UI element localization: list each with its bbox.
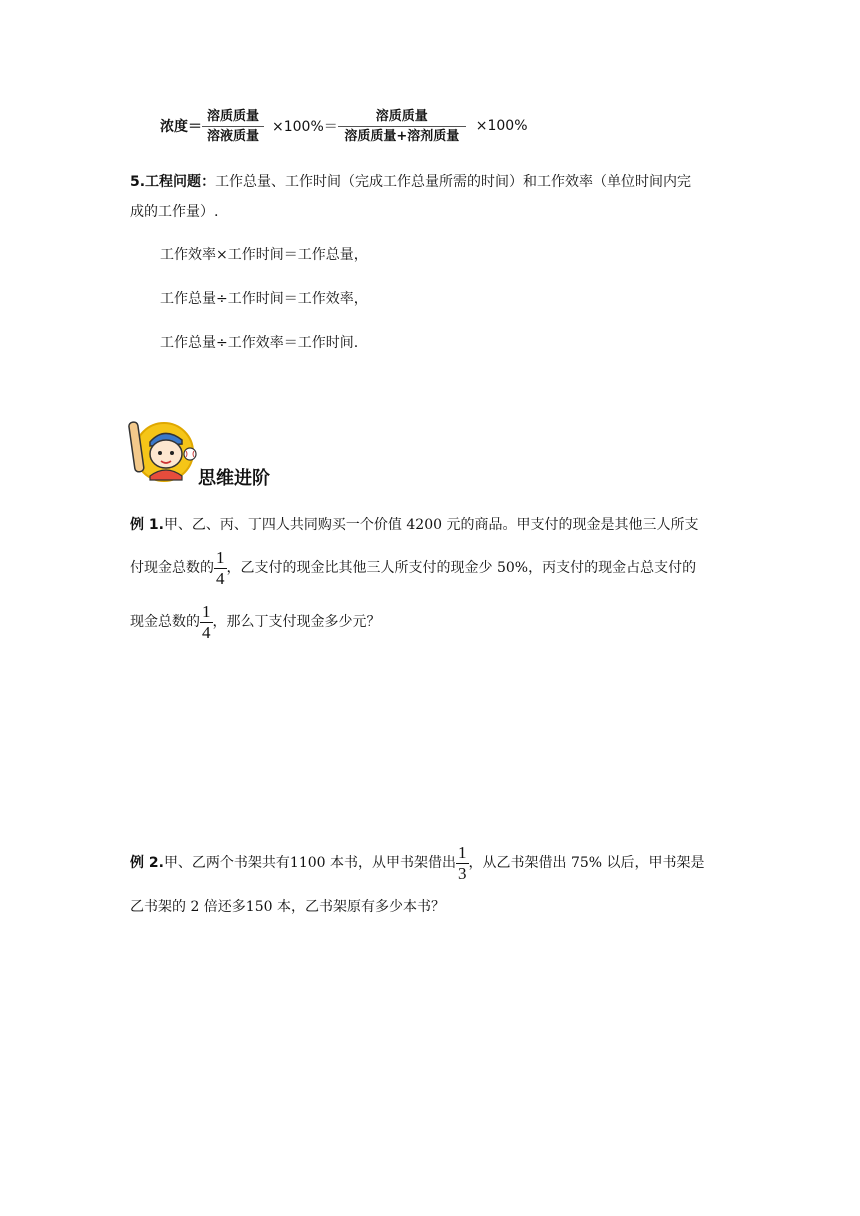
example1-text-1: 甲、乙、丙、丁四人共同购买一个价值 4200 元的商品。甲支付的现金是其他三人所支 bbox=[163, 517, 699, 533]
example1-line3 bbox=[130, 602, 381, 642]
section-icon bbox=[128, 418, 200, 484]
example2-text-1b: ，从乙书架借出 75% 以后，甲书架是 bbox=[468, 855, 705, 871]
example1-text-2b: ，乙支付的现金比其他三人所支付的现金少 50%，丙支付的现金占总支付的 bbox=[226, 560, 697, 576]
formula-times-2: ×100% bbox=[475, 118, 528, 134]
example2-label: 例 2. bbox=[130, 855, 164, 871]
fraction-one-quarter bbox=[200, 602, 213, 643]
example2-line1 bbox=[130, 843, 705, 883]
example1-text-3a: 现金总数的 bbox=[130, 614, 200, 630]
fraction-denominator: 3 bbox=[458, 863, 467, 883]
engineering-text-line1: 工作总量、工作时间（完成工作总量所需的时间）和工作效率（单位时间内完 bbox=[215, 174, 692, 190]
engineering-colon: ： bbox=[201, 174, 216, 190]
engineering-formula-1: 工作效率×工作时间＝工作总量， bbox=[160, 247, 368, 263]
fraction-numerator: 1 bbox=[458, 842, 467, 862]
concentration-formula bbox=[160, 104, 528, 148]
baseball-kid-icon bbox=[128, 418, 200, 484]
engineering-formula-2: 工作总量÷工作时间＝工作效率， bbox=[160, 291, 368, 307]
example1-line1 bbox=[130, 515, 698, 535]
fraction-one-quarter bbox=[214, 548, 227, 589]
fraction-denominator: 溶质质量+溶剂质量 bbox=[344, 128, 460, 144]
fraction-denominator: 4 bbox=[216, 568, 225, 588]
fraction-denominator: 4 bbox=[202, 622, 211, 642]
example1-line2 bbox=[130, 548, 696, 588]
fraction-one-third bbox=[456, 843, 469, 884]
example2-text-1a: 甲、乙两个书架共有1100 本书，从甲书架借出 bbox=[163, 855, 457, 871]
example1-text-3b: ，那么丁支付现金多少元？ bbox=[212, 614, 381, 630]
engineering-label: 5.工程问题 bbox=[130, 174, 202, 190]
engineering-intro bbox=[130, 172, 691, 192]
formula-lhs: 浓度＝ bbox=[160, 119, 202, 135]
section-title: 思维进阶 bbox=[198, 468, 270, 489]
fraction-numerator: 1 bbox=[202, 601, 211, 621]
fraction-solute-over-solution bbox=[202, 107, 264, 146]
fraction-numerator: 溶质质量 bbox=[202, 107, 264, 127]
example1-label: 例 1. bbox=[130, 517, 164, 533]
fraction-denominator: 溶液质量 bbox=[206, 128, 259, 144]
fraction-solute-over-total bbox=[338, 107, 466, 146]
engineering-text-line2: 成的工作量）. bbox=[130, 204, 219, 220]
fraction-numerator: 溶质质量 bbox=[338, 107, 466, 127]
formula-times-1: ×100%＝ bbox=[272, 119, 338, 135]
example1-text-2a: 付现金总数的 bbox=[130, 560, 214, 576]
fraction-numerator: 1 bbox=[216, 547, 225, 567]
example2-line2: 乙书架的 2 倍还多150 本，乙书架原有多少本书？ bbox=[130, 899, 445, 915]
engineering-formula-3: 工作总量÷工作效率＝工作时间. bbox=[160, 335, 359, 351]
